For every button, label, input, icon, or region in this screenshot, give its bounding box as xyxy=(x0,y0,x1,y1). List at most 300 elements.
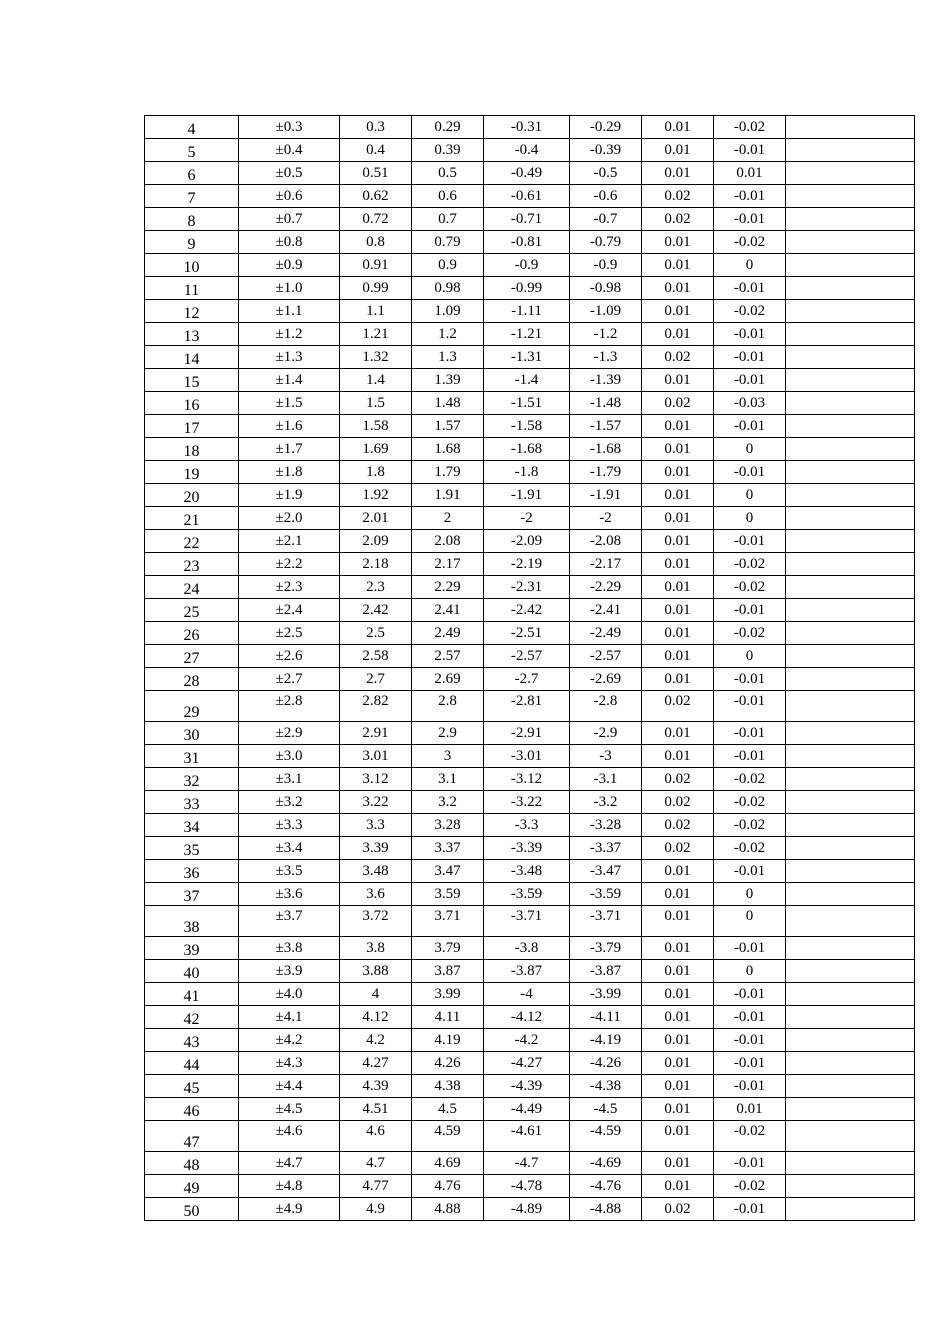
table-row xyxy=(145,231,915,254)
value-cell-3: -0.61 xyxy=(484,185,570,208)
value-cell-3: -4.49 xyxy=(484,1098,570,1121)
value-cell-2: 3.47 xyxy=(412,860,484,883)
value-cell-3: -1.91 xyxy=(484,484,570,507)
table-row xyxy=(145,392,915,415)
table-row xyxy=(145,254,915,277)
diff-cell-2: 0 xyxy=(714,484,786,507)
diff-cell-1: 0.01 xyxy=(642,1075,714,1098)
value-cell-3: -4.61 xyxy=(484,1121,570,1152)
diff-cell-1: 0.01 xyxy=(642,139,714,162)
value-cell-2: 0.98 xyxy=(412,277,484,300)
value-cell-1: 0.99 xyxy=(340,277,412,300)
value-cell-1: 4.9 xyxy=(340,1198,412,1221)
diff-cell-1: 0.02 xyxy=(642,837,714,860)
blank-cell xyxy=(786,791,915,814)
blank-cell xyxy=(786,1052,915,1075)
tolerance-cell: ±4.4 xyxy=(239,1075,340,1098)
value-cell-1: 2.7 xyxy=(340,668,412,691)
blank-cell xyxy=(786,860,915,883)
value-cell-3: -2.09 xyxy=(484,530,570,553)
diff-cell-2: -0.02 xyxy=(714,1175,786,1198)
tolerance-cell: ±0.6 xyxy=(239,185,340,208)
table-row xyxy=(145,1121,915,1152)
blank-cell xyxy=(786,1098,915,1121)
table-row xyxy=(145,323,915,346)
value-cell-1: 2.18 xyxy=(340,553,412,576)
table-row xyxy=(145,208,915,231)
value-cell-1: 3.48 xyxy=(340,860,412,883)
value-cell-3: -0.99 xyxy=(484,277,570,300)
value-cell-4: -4.38 xyxy=(570,1075,642,1098)
value-cell-3: -2.7 xyxy=(484,668,570,691)
tolerance-cell: ±3.8 xyxy=(239,937,340,960)
diff-cell-1: 0.02 xyxy=(642,185,714,208)
value-cell-4: -3.47 xyxy=(570,860,642,883)
blank-cell xyxy=(786,484,915,507)
blank-cell xyxy=(786,461,915,484)
diff-cell-1: 0.01 xyxy=(642,438,714,461)
diff-cell-1: 0.02 xyxy=(642,691,714,722)
diff-cell-2: 0 xyxy=(714,906,786,937)
index-cell: 42 xyxy=(145,1006,239,1029)
value-cell-4: -1.57 xyxy=(570,415,642,438)
value-cell-2: 3.99 xyxy=(412,983,484,1006)
index-cell: 5 xyxy=(145,139,239,162)
index-cell: 18 xyxy=(145,438,239,461)
diff-cell-2: 0 xyxy=(714,254,786,277)
value-cell-1: 4.7 xyxy=(340,1152,412,1175)
value-cell-1: 2.82 xyxy=(340,691,412,722)
value-cell-4: -3.59 xyxy=(570,883,642,906)
value-cell-3: -1.58 xyxy=(484,415,570,438)
value-cell-3: -4.2 xyxy=(484,1029,570,1052)
blank-cell xyxy=(786,277,915,300)
value-cell-3: -2.31 xyxy=(484,576,570,599)
index-cell: 33 xyxy=(145,791,239,814)
value-cell-4: -2.17 xyxy=(570,553,642,576)
index-cell: 21 xyxy=(145,507,239,530)
diff-cell-1: 0.01 xyxy=(642,906,714,937)
index-cell: 41 xyxy=(145,983,239,1006)
value-cell-1: 0.4 xyxy=(340,139,412,162)
blank-cell xyxy=(786,1029,915,1052)
diff-cell-1: 0.01 xyxy=(642,116,714,139)
value-cell-1: 2.01 xyxy=(340,507,412,530)
index-cell: 31 xyxy=(145,745,239,768)
tolerance-cell: ±2.1 xyxy=(239,530,340,553)
value-cell-1: 4.12 xyxy=(340,1006,412,1029)
value-cell-4: -4.69 xyxy=(570,1152,642,1175)
value-cell-3: -2.19 xyxy=(484,553,570,576)
index-cell: 39 xyxy=(145,937,239,960)
index-cell: 34 xyxy=(145,814,239,837)
diff-cell-1: 0.01 xyxy=(642,1152,714,1175)
value-cell-1: 0.62 xyxy=(340,185,412,208)
diff-cell-2: -0.01 xyxy=(714,691,786,722)
value-cell-4: -3.2 xyxy=(570,791,642,814)
table-row xyxy=(145,983,915,1006)
tolerance-cell: ±3.9 xyxy=(239,960,340,983)
diff-cell-1: 0.01 xyxy=(642,1052,714,1075)
diff-cell-2: -0.01 xyxy=(714,1029,786,1052)
diff-cell-2: -0.01 xyxy=(714,369,786,392)
index-cell: 23 xyxy=(145,553,239,576)
index-cell: 17 xyxy=(145,415,239,438)
tolerance-cell: ±1.3 xyxy=(239,346,340,369)
blank-cell xyxy=(786,1121,915,1152)
tolerance-cell: ±2.7 xyxy=(239,668,340,691)
value-cell-2: 2.49 xyxy=(412,622,484,645)
value-cell-2: 3.71 xyxy=(412,906,484,937)
diff-cell-2: -0.02 xyxy=(714,576,786,599)
value-cell-2: 4.69 xyxy=(412,1152,484,1175)
value-cell-3: -2.81 xyxy=(484,691,570,722)
value-cell-4: -1.79 xyxy=(570,461,642,484)
value-cell-4: -2.69 xyxy=(570,668,642,691)
value-cell-1: 3.88 xyxy=(340,960,412,983)
blank-cell xyxy=(786,254,915,277)
blank-cell xyxy=(786,906,915,937)
table-row xyxy=(145,1098,915,1121)
diff-cell-2: -0.02 xyxy=(714,231,786,254)
diff-cell-1: 0.01 xyxy=(642,323,714,346)
value-cell-2: 4.26 xyxy=(412,1052,484,1075)
value-cell-1: 1.21 xyxy=(340,323,412,346)
diff-cell-1: 0.01 xyxy=(642,622,714,645)
value-cell-4: -0.79 xyxy=(570,231,642,254)
diff-cell-1: 0.01 xyxy=(642,484,714,507)
table-row xyxy=(145,1075,915,1098)
value-cell-2: 0.5 xyxy=(412,162,484,185)
diff-cell-1: 0.02 xyxy=(642,768,714,791)
blank-cell xyxy=(786,745,915,768)
value-cell-1: 3.6 xyxy=(340,883,412,906)
diff-cell-2: -0.01 xyxy=(714,185,786,208)
value-cell-4: -4.19 xyxy=(570,1029,642,1052)
index-cell: 11 xyxy=(145,277,239,300)
value-cell-3: -4 xyxy=(484,983,570,1006)
index-cell: 48 xyxy=(145,1152,239,1175)
tolerance-cell: ±1.9 xyxy=(239,484,340,507)
blank-cell xyxy=(786,814,915,837)
index-cell: 30 xyxy=(145,722,239,745)
value-cell-2: 1.39 xyxy=(412,369,484,392)
index-cell: 22 xyxy=(145,530,239,553)
value-cell-3: -3.39 xyxy=(484,837,570,860)
index-cell: 4 xyxy=(145,116,239,139)
table-row xyxy=(145,116,915,139)
value-cell-4: -2.41 xyxy=(570,599,642,622)
value-cell-4: -3.1 xyxy=(570,768,642,791)
value-cell-4: -4.11 xyxy=(570,1006,642,1029)
blank-cell xyxy=(786,983,915,1006)
table-row xyxy=(145,553,915,576)
value-cell-2: 3.1 xyxy=(412,768,484,791)
diff-cell-2: -0.01 xyxy=(714,1198,786,1221)
value-cell-3: -4.12 xyxy=(484,1006,570,1029)
table-row xyxy=(145,507,915,530)
value-cell-4: -3.87 xyxy=(570,960,642,983)
value-cell-4: -2.08 xyxy=(570,530,642,553)
value-cell-3: -0.81 xyxy=(484,231,570,254)
table-row xyxy=(145,484,915,507)
diff-cell-2: -0.01 xyxy=(714,530,786,553)
value-cell-1: 1.4 xyxy=(340,369,412,392)
blank-cell xyxy=(786,576,915,599)
blank-cell xyxy=(786,1175,915,1198)
value-cell-1: 3.39 xyxy=(340,837,412,860)
diff-cell-2: -0.01 xyxy=(714,860,786,883)
table-row xyxy=(145,960,915,983)
tolerance-cell: ±3.0 xyxy=(239,745,340,768)
diff-cell-2: -0.01 xyxy=(714,277,786,300)
diff-cell-1: 0.01 xyxy=(642,937,714,960)
diff-cell-2: -0.01 xyxy=(714,983,786,1006)
value-cell-4: -2.57 xyxy=(570,645,642,668)
value-cell-4: -3.71 xyxy=(570,906,642,937)
value-cell-4: -3.37 xyxy=(570,837,642,860)
diff-cell-1: 0.01 xyxy=(642,860,714,883)
blank-cell xyxy=(786,622,915,645)
table-row xyxy=(145,622,915,645)
table-row xyxy=(145,530,915,553)
index-cell: 7 xyxy=(145,185,239,208)
diff-cell-1: 0.01 xyxy=(642,960,714,983)
value-cell-4: -3.99 xyxy=(570,983,642,1006)
tolerance-cell: ±4.1 xyxy=(239,1006,340,1029)
index-cell: 15 xyxy=(145,369,239,392)
blank-cell xyxy=(786,415,915,438)
data-table xyxy=(144,115,915,1221)
table-row xyxy=(145,300,915,323)
value-cell-3: -0.71 xyxy=(484,208,570,231)
tolerance-cell: ±1.0 xyxy=(239,277,340,300)
table-row xyxy=(145,1198,915,1221)
value-cell-3: -4.89 xyxy=(484,1198,570,1221)
value-cell-1: 1.8 xyxy=(340,461,412,484)
tolerance-cell: ±3.4 xyxy=(239,837,340,860)
index-cell: 26 xyxy=(145,622,239,645)
value-cell-3: -4.78 xyxy=(484,1175,570,1198)
blank-cell xyxy=(786,300,915,323)
value-cell-2: 3.87 xyxy=(412,960,484,983)
blank-cell xyxy=(786,668,915,691)
diff-cell-2: -0.01 xyxy=(714,139,786,162)
value-cell-4: -0.7 xyxy=(570,208,642,231)
blank-cell xyxy=(786,960,915,983)
table-row xyxy=(145,346,915,369)
table-row xyxy=(145,691,915,722)
diff-cell-1: 0.01 xyxy=(642,553,714,576)
diff-cell-1: 0.01 xyxy=(642,883,714,906)
diff-cell-2: -0.01 xyxy=(714,1006,786,1029)
diff-cell-2: -0.01 xyxy=(714,745,786,768)
diff-cell-1: 0.01 xyxy=(642,983,714,1006)
tolerance-cell: ±4.8 xyxy=(239,1175,340,1198)
diff-cell-1: 0.01 xyxy=(642,645,714,668)
blank-cell xyxy=(786,116,915,139)
value-cell-2: 4.11 xyxy=(412,1006,484,1029)
diff-cell-2: -0.02 xyxy=(714,837,786,860)
tolerance-cell: ±4.7 xyxy=(239,1152,340,1175)
value-cell-4: -4.5 xyxy=(570,1098,642,1121)
table-row xyxy=(145,415,915,438)
diff-cell-2: 0 xyxy=(714,645,786,668)
diff-cell-2: -0.01 xyxy=(714,1052,786,1075)
blank-cell xyxy=(786,530,915,553)
diff-cell-1: 0.02 xyxy=(642,346,714,369)
table-row xyxy=(145,1152,915,1175)
diff-cell-1: 0.01 xyxy=(642,745,714,768)
value-cell-2: 1.3 xyxy=(412,346,484,369)
diff-cell-1: 0.02 xyxy=(642,1198,714,1221)
value-cell-3: -4.39 xyxy=(484,1075,570,1098)
value-cell-2: 3.2 xyxy=(412,791,484,814)
value-cell-1: 0.51 xyxy=(340,162,412,185)
diff-cell-1: 0.01 xyxy=(642,300,714,323)
diff-cell-1: 0.01 xyxy=(642,1006,714,1029)
value-cell-4: -4.88 xyxy=(570,1198,642,1221)
diff-cell-2: -0.01 xyxy=(714,346,786,369)
value-cell-3: -0.49 xyxy=(484,162,570,185)
value-cell-4: -0.5 xyxy=(570,162,642,185)
diff-cell-2: -0.01 xyxy=(714,1152,786,1175)
value-cell-3: -2.51 xyxy=(484,622,570,645)
value-cell-1: 4.2 xyxy=(340,1029,412,1052)
tolerance-cell: ±2.5 xyxy=(239,622,340,645)
diff-cell-2: -0.02 xyxy=(714,791,786,814)
index-cell: 28 xyxy=(145,668,239,691)
diff-cell-2: 0.01 xyxy=(714,162,786,185)
value-cell-4: -1.2 xyxy=(570,323,642,346)
tolerance-cell: ±2.4 xyxy=(239,599,340,622)
blank-cell xyxy=(786,1006,915,1029)
value-cell-1: 1.5 xyxy=(340,392,412,415)
diff-cell-1: 0.01 xyxy=(642,1098,714,1121)
diff-cell-1: 0.01 xyxy=(642,668,714,691)
value-cell-3: -1.4 xyxy=(484,369,570,392)
table-row xyxy=(145,599,915,622)
value-cell-3: -0.4 xyxy=(484,139,570,162)
diff-cell-1: 0.01 xyxy=(642,415,714,438)
index-cell: 50 xyxy=(145,1198,239,1221)
table-row xyxy=(145,860,915,883)
value-cell-1: 0.72 xyxy=(340,208,412,231)
value-cell-4: -1.09 xyxy=(570,300,642,323)
diff-cell-1: 0.01 xyxy=(642,530,714,553)
value-cell-1: 1.69 xyxy=(340,438,412,461)
diff-cell-2: 0 xyxy=(714,507,786,530)
tolerance-cell: ±4.0 xyxy=(239,983,340,1006)
index-cell: 49 xyxy=(145,1175,239,1198)
index-cell: 43 xyxy=(145,1029,239,1052)
value-cell-2: 2.29 xyxy=(412,576,484,599)
value-cell-3: -0.9 xyxy=(484,254,570,277)
value-cell-2: 1.79 xyxy=(412,461,484,484)
index-cell: 9 xyxy=(145,231,239,254)
tolerance-cell: ±3.5 xyxy=(239,860,340,883)
value-cell-4: -1.3 xyxy=(570,346,642,369)
diff-cell-1: 0.02 xyxy=(642,392,714,415)
tolerance-cell: ±2.0 xyxy=(239,507,340,530)
tolerance-cell: ±2.6 xyxy=(239,645,340,668)
index-cell: 19 xyxy=(145,461,239,484)
diff-cell-2: 0 xyxy=(714,960,786,983)
value-cell-2: 0.29 xyxy=(412,116,484,139)
value-cell-1: 1.32 xyxy=(340,346,412,369)
value-cell-1: 2.09 xyxy=(340,530,412,553)
value-cell-2: 2.9 xyxy=(412,722,484,745)
value-cell-4: -2.9 xyxy=(570,722,642,745)
value-cell-4: -4.59 xyxy=(570,1121,642,1152)
table-row xyxy=(145,139,915,162)
value-cell-4: -0.6 xyxy=(570,185,642,208)
value-cell-4: -1.91 xyxy=(570,484,642,507)
value-cell-1: 1.92 xyxy=(340,484,412,507)
diff-cell-2: 0 xyxy=(714,883,786,906)
value-cell-2: 2 xyxy=(412,507,484,530)
value-cell-3: -2.57 xyxy=(484,645,570,668)
value-cell-1: 4.27 xyxy=(340,1052,412,1075)
index-cell: 32 xyxy=(145,768,239,791)
tolerance-cell: ±2.9 xyxy=(239,722,340,745)
value-cell-4: -4.76 xyxy=(570,1175,642,1198)
table-row xyxy=(145,369,915,392)
value-cell-4: -0.39 xyxy=(570,139,642,162)
value-cell-2: 4.88 xyxy=(412,1198,484,1221)
table-row xyxy=(145,768,915,791)
diff-cell-1: 0.01 xyxy=(642,162,714,185)
blank-cell xyxy=(786,937,915,960)
value-cell-2: 2.69 xyxy=(412,668,484,691)
value-cell-4: -2.49 xyxy=(570,622,642,645)
blank-cell xyxy=(786,768,915,791)
value-cell-3: -1.51 xyxy=(484,392,570,415)
table-row xyxy=(145,162,915,185)
value-cell-2: 4.5 xyxy=(412,1098,484,1121)
index-cell: 12 xyxy=(145,300,239,323)
value-cell-3: -1.31 xyxy=(484,346,570,369)
index-cell: 24 xyxy=(145,576,239,599)
tolerance-cell: ±0.4 xyxy=(239,139,340,162)
value-cell-3: -3.01 xyxy=(484,745,570,768)
index-cell: 16 xyxy=(145,392,239,415)
value-cell-3: -3.12 xyxy=(484,768,570,791)
value-cell-2: 2.08 xyxy=(412,530,484,553)
table-row xyxy=(145,645,915,668)
diff-cell-2: -0.01 xyxy=(714,208,786,231)
index-cell: 20 xyxy=(145,484,239,507)
value-cell-2: 4.76 xyxy=(412,1175,484,1198)
index-cell: 29 xyxy=(145,691,239,722)
tolerance-cell: ±3.7 xyxy=(239,906,340,937)
value-cell-4: -1.48 xyxy=(570,392,642,415)
value-cell-1: 3.12 xyxy=(340,768,412,791)
value-cell-2: 3.37 xyxy=(412,837,484,860)
value-cell-2: 3.79 xyxy=(412,937,484,960)
tolerance-cell: ±1.8 xyxy=(239,461,340,484)
value-cell-1: 2.5 xyxy=(340,622,412,645)
index-cell: 27 xyxy=(145,645,239,668)
blank-cell xyxy=(786,1152,915,1175)
value-cell-1: 3.72 xyxy=(340,906,412,937)
diff-cell-1: 0.01 xyxy=(642,722,714,745)
blank-cell xyxy=(786,185,915,208)
index-cell: 47 xyxy=(145,1121,239,1152)
diff-cell-2: -0.02 xyxy=(714,814,786,837)
value-cell-3: -3.59 xyxy=(484,883,570,906)
value-cell-1: 0.3 xyxy=(340,116,412,139)
